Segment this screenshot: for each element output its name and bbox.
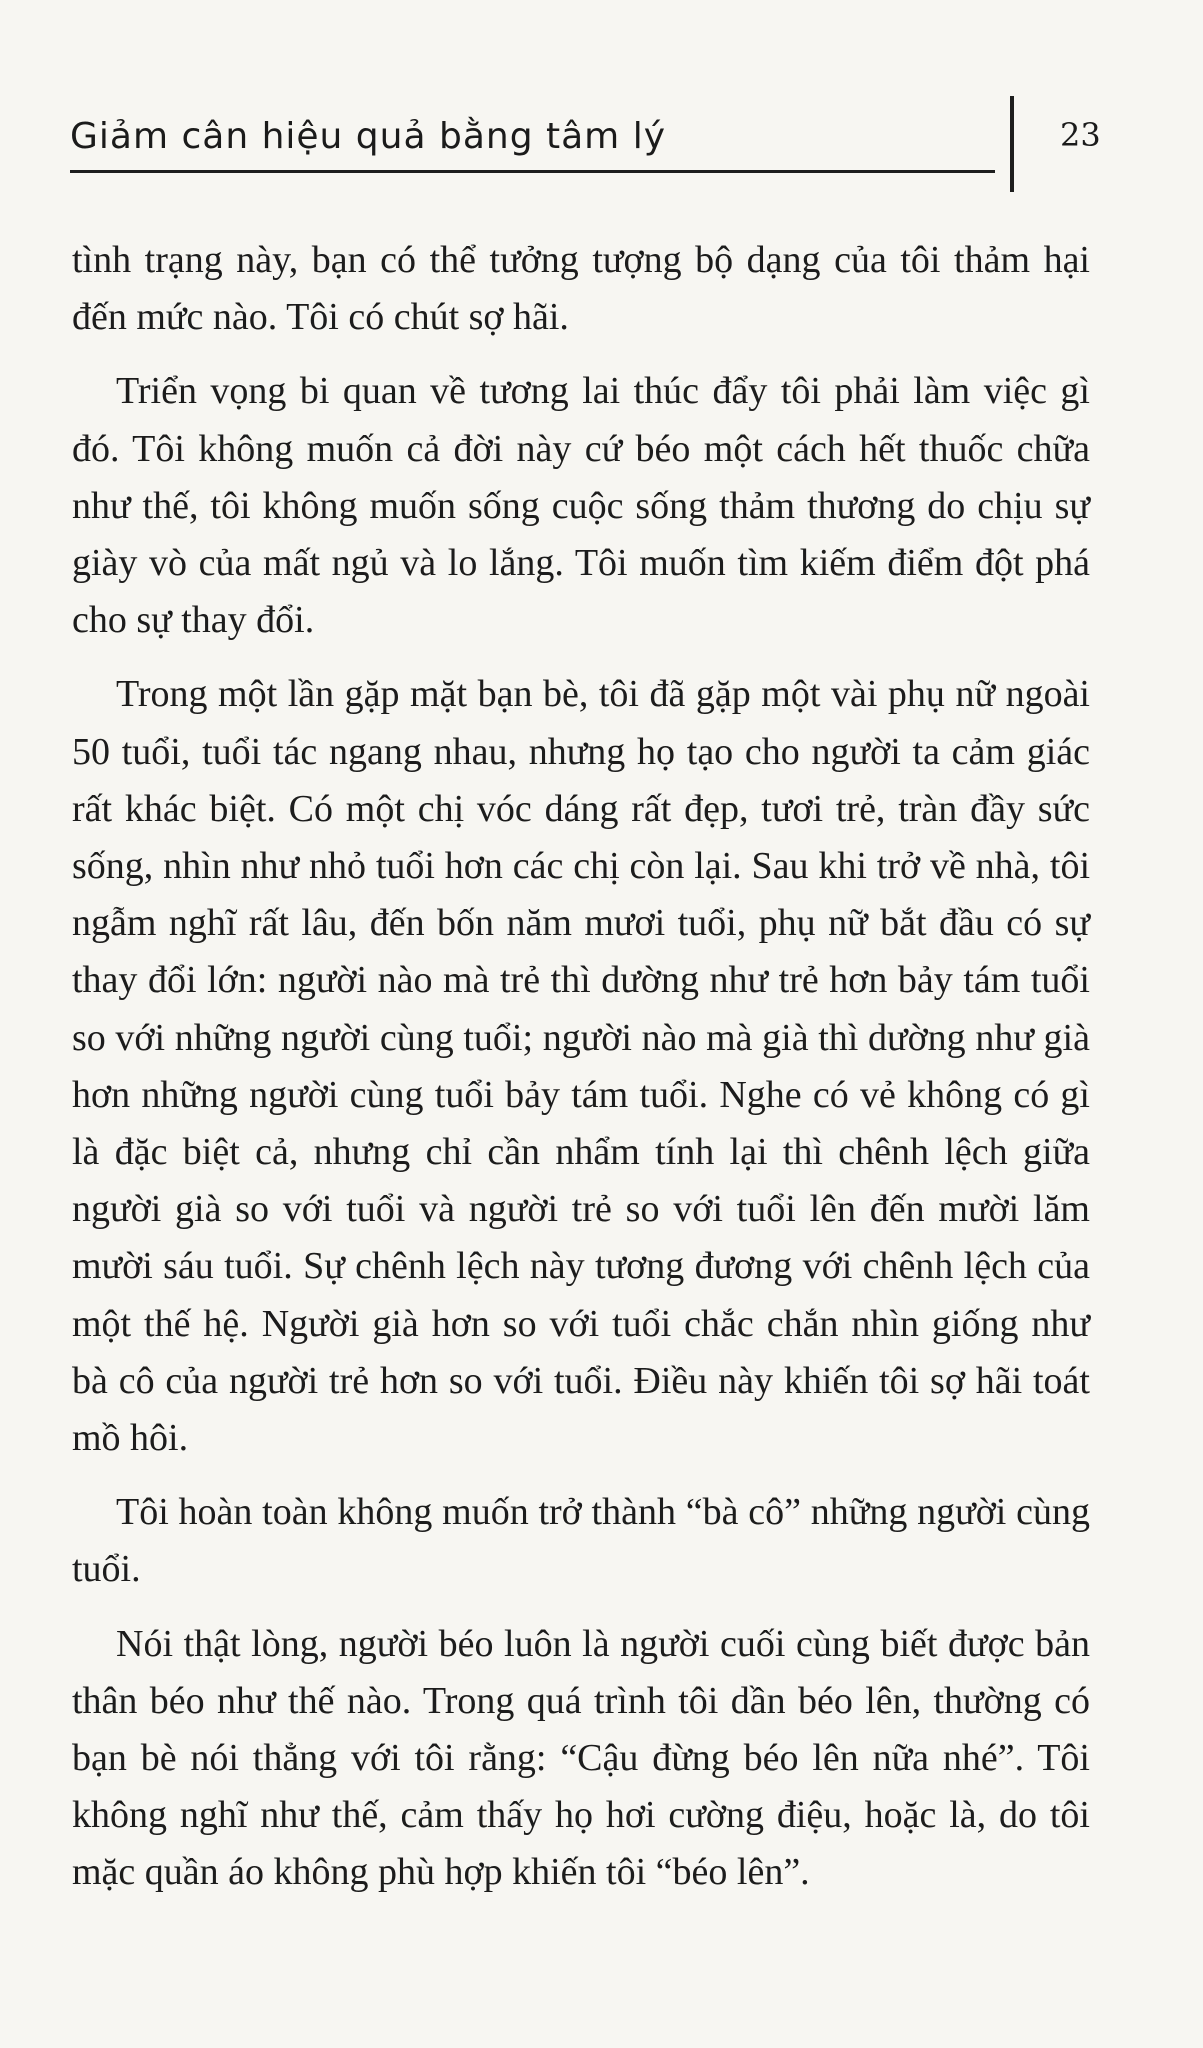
page-header — [70, 108, 1130, 188]
paragraph-4: Tôi hoàn toàn không muốn trở thành “bà cô” những người cùng tuổi. — [72, 1491, 1090, 1591]
paragraph-3: Trong một lần gặp mặt bạn bè, tôi đã gặp một vài phụ nữ ngoài 50 tuổi, tuổi tác ngang nhau, nhưng họ tạo cho người ta cảm giác rất khác biệt. Có một chị vóc dáng rất đẹp, tươi trẻ, tràn đầy sức sống, nhìn như nhỏ tuổi hơn các chị còn lại. Sau khi trở về nhà, tôi ngẫm nghĩ rất lâu, đến bốn năm mươi tuổi, phụ nữ bắt đầu có sự thay đổi lớn: người nào mà trẻ thì dường như trẻ hơn bảy tám tuổi so với những người cùng tuổi; người nào mà già thì dường như già hơn những người cùng tuổi bảy tám tuổi. Nghe có vẻ không có gì là đặc biệt cả, nhưng chỉ cần nhẩm tính lại thì chênh lệch giữa người già so với tuổi và người trẻ so với tuổi lên đến mười lăm mười sáu tuổi. Sự chênh lệch này tương đương với chênh lệch của một thế hệ. Người già hơn so với tuổi chắc chắn nhìn giống như bà cô của người trẻ hơn so với tuổi. Điều này khiến tôi sợ hãi toát mồ hôi. — [72, 673, 1090, 1460]
header-underline — [70, 170, 995, 173]
header-divider — [1010, 96, 1014, 192]
body-text — [72, 232, 1090, 1919]
paragraph-1: tình trạng này, bạn có thể tưởng tượng bộ dạng của tôi thảm hại đến mức nào. Tôi có chút sợ hãi. — [72, 239, 1090, 339]
page-number: 23 — [1060, 116, 1101, 154]
paragraph-5: Nói thật lòng, người béo luôn là người cuối cùng biết được bản thân béo như thế nào. Trong quá trình tôi dần béo lên, thường có bạn bè nói thẳng với tôi rằng: “Cậu đừng béo lên nữa nhé”. Tôi không nghĩ như thế, cảm thấy họ hơi cường điệu, hoặc là, do tôi mặc quần áo không phù hợp khiến tôi “béo lên”. — [72, 1622, 1090, 1894]
running-title: Giảm cân hiệu quả bằng tâm lý — [70, 116, 666, 157]
paragraph-2: Triển vọng bi quan về tương lai thúc đẩy tôi phải làm việc gì đó. Tôi không muốn cả đời này cứ béo một cách hết thuốc chữa như thế, tôi không muốn sống cuộc sống thảm thương do chịu sự giày vò của mất ngủ và lo lắng. Tôi muốn tìm kiếm điểm đột phá cho sự thay đổi. — [72, 370, 1090, 642]
